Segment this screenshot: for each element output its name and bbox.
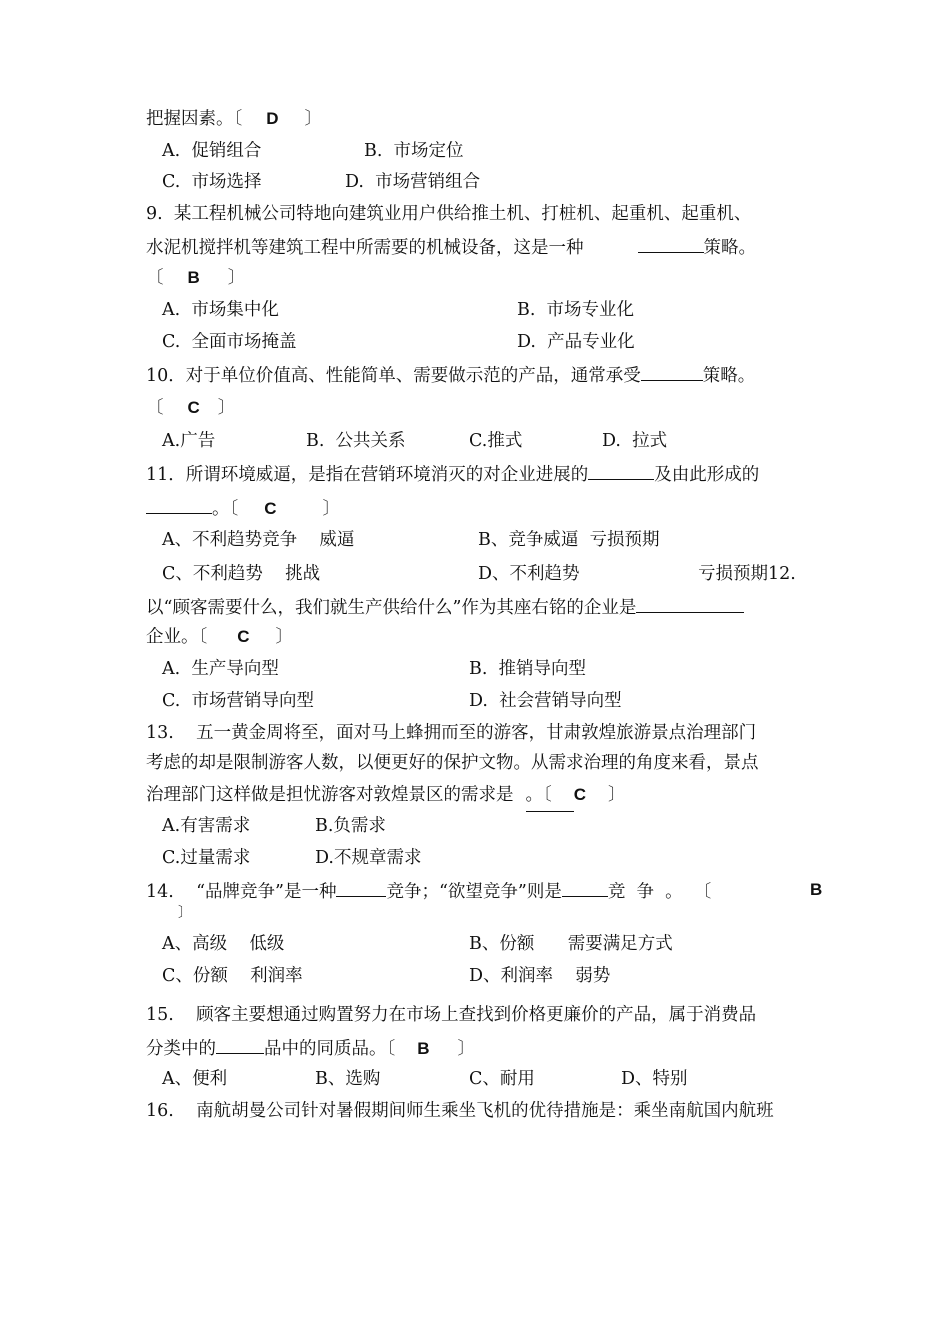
q15-line2: 分类中的 品中的同质品。〔 B 〕 bbox=[146, 1036, 475, 1060]
q12-line2: 企业。〔 C 〕 bbox=[146, 627, 294, 647]
q12-option-c: C. 市场营销导向型 bbox=[162, 691, 314, 711]
q11-line2: 。〔 C 〕 bbox=[146, 496, 340, 520]
q8-answer: D bbox=[266, 109, 279, 128]
q14-option-d: D、利润率 弱势 bbox=[469, 966, 611, 986]
q11-option-d-tail: 亏损预期12. bbox=[698, 564, 796, 584]
q13-option-d: D.不规章需求 bbox=[315, 848, 422, 868]
q11-line1: 11．所谓环境威逼，是指在营销环境消灭的对企业进展的 及由此形成的 bbox=[146, 462, 759, 486]
q13-line3: 治理部门这样做是担忧游客对敦煌景区的需求是 。〔 C 〕 bbox=[146, 785, 626, 805]
q12-option-a: A. 生产导向型 bbox=[162, 659, 279, 679]
q10-answer-line: 〔 C 〕 bbox=[146, 398, 236, 418]
q9-option-c: C. 全面市场掩盖 bbox=[162, 332, 297, 352]
q12-line1: 以“顾客需要什么，我们就生产供给什么”作为其座右铭的企业是 bbox=[146, 595, 744, 619]
q9-option-a: A. 市场集中化 bbox=[162, 300, 279, 320]
q10-option-a: A.广告 bbox=[162, 431, 216, 451]
q12-answer: C bbox=[237, 627, 250, 646]
q11-option-c: C、不利趋势 挑战 bbox=[162, 564, 321, 584]
q10-option-c: C.推式 bbox=[469, 431, 523, 451]
q12-option-d: D. 社会营销导向型 bbox=[469, 691, 622, 711]
q13-option-c: C.过量需求 bbox=[162, 848, 251, 868]
q8-stem: 把握因素。〔 D 〕 bbox=[146, 109, 323, 129]
q11-blank-1 bbox=[588, 462, 654, 480]
q10-option-d: D. 拉式 bbox=[602, 431, 668, 451]
q11-option-a: A、不利趋势竞争 威逼 bbox=[162, 530, 355, 550]
q14-answer: B bbox=[810, 880, 823, 899]
q13-line2: 考虑的却是限制游客人数，以便更好的保护文物。从需求治理的角度来看，景点 bbox=[146, 753, 759, 773]
q15-option-b: B、选购 bbox=[315, 1069, 381, 1089]
q16-line1: 16. 南航胡曼公司针对暑假期间师生乘坐飞机的优待措施是：乘坐南航国内航班 bbox=[146, 1101, 774, 1121]
q15-option-c: C、耐用 bbox=[469, 1069, 535, 1089]
q13-option-a: A.有害需求 bbox=[162, 816, 251, 836]
q10-option-b: B. 公共关系 bbox=[306, 431, 406, 451]
q9-answer-line: 〔 B 〕 bbox=[146, 268, 246, 288]
q9-line1: 9. 某工程机械公司特地向建筑业用户供给推土机、打桩机、起重机、起重机、 bbox=[146, 204, 752, 224]
q9-blank bbox=[638, 235, 704, 253]
q9-answer: B bbox=[187, 268, 200, 287]
q8-option-b: B. 市场定位 bbox=[364, 141, 464, 161]
q12-option-b: B. 推销导向型 bbox=[469, 659, 587, 679]
q14-close: 〕 bbox=[178, 905, 192, 921]
q15-blank bbox=[216, 1036, 264, 1054]
q9-line2: 水泥机搅拌机等建筑工程中所需要的机械设备，这是一种 策略。 bbox=[146, 235, 756, 259]
q15-option-a: A、便利 bbox=[162, 1069, 228, 1089]
q13-answer: C bbox=[573, 785, 587, 804]
q11-option-b: B、竞争威逼 亏损预期 bbox=[478, 530, 660, 550]
q14-line1: 14. “品牌竞争”是一种 竞争；“欲望竞争”则是 竞 争 。 〔 bbox=[146, 879, 711, 903]
q8-option-a: A. 促销组合 bbox=[162, 141, 262, 161]
q11-blank-2 bbox=[146, 496, 212, 514]
q11-option-d: D、不利趋势 bbox=[478, 564, 580, 584]
q15-answer: B bbox=[417, 1039, 430, 1058]
q14-blank-1 bbox=[336, 879, 386, 897]
q13-blank bbox=[526, 811, 574, 812]
q15-option-d: D、特别 bbox=[621, 1069, 688, 1089]
q14-option-a: A、高级 低级 bbox=[162, 934, 285, 954]
q9-option-d: D. 产品专业化 bbox=[517, 332, 635, 352]
q14-option-c: C、份额 利润率 bbox=[162, 966, 303, 986]
q10-answer: C bbox=[187, 398, 200, 417]
q13-option-b: B.负需求 bbox=[315, 816, 386, 836]
q10-line1: 10．对于单位价值高、性能简单、需要做示范的产品，通常承受 策略。 bbox=[146, 363, 755, 387]
q8-option-d: D. 市场营销组合 bbox=[345, 172, 481, 192]
q14-blank-2 bbox=[562, 879, 608, 897]
q10-blank bbox=[641, 363, 703, 381]
q12-blank bbox=[636, 595, 744, 613]
q15-line1: 15. 顾客主要想通过购置努力在市场上查找到价格更廉价的产品，属于消费品 bbox=[146, 1005, 757, 1025]
q8-option-c: C. 市场选择 bbox=[162, 172, 262, 192]
q9-option-b: B. 市场专业化 bbox=[517, 300, 635, 320]
q13-line1: 13. 五一黄金周将至，面对马上蜂拥而至的游客，甘肃敦煌旅游景点治理部门 bbox=[146, 723, 757, 743]
q14-option-b: B、份额 需要满足方式 bbox=[469, 934, 673, 954]
q11-answer: C bbox=[264, 499, 277, 518]
